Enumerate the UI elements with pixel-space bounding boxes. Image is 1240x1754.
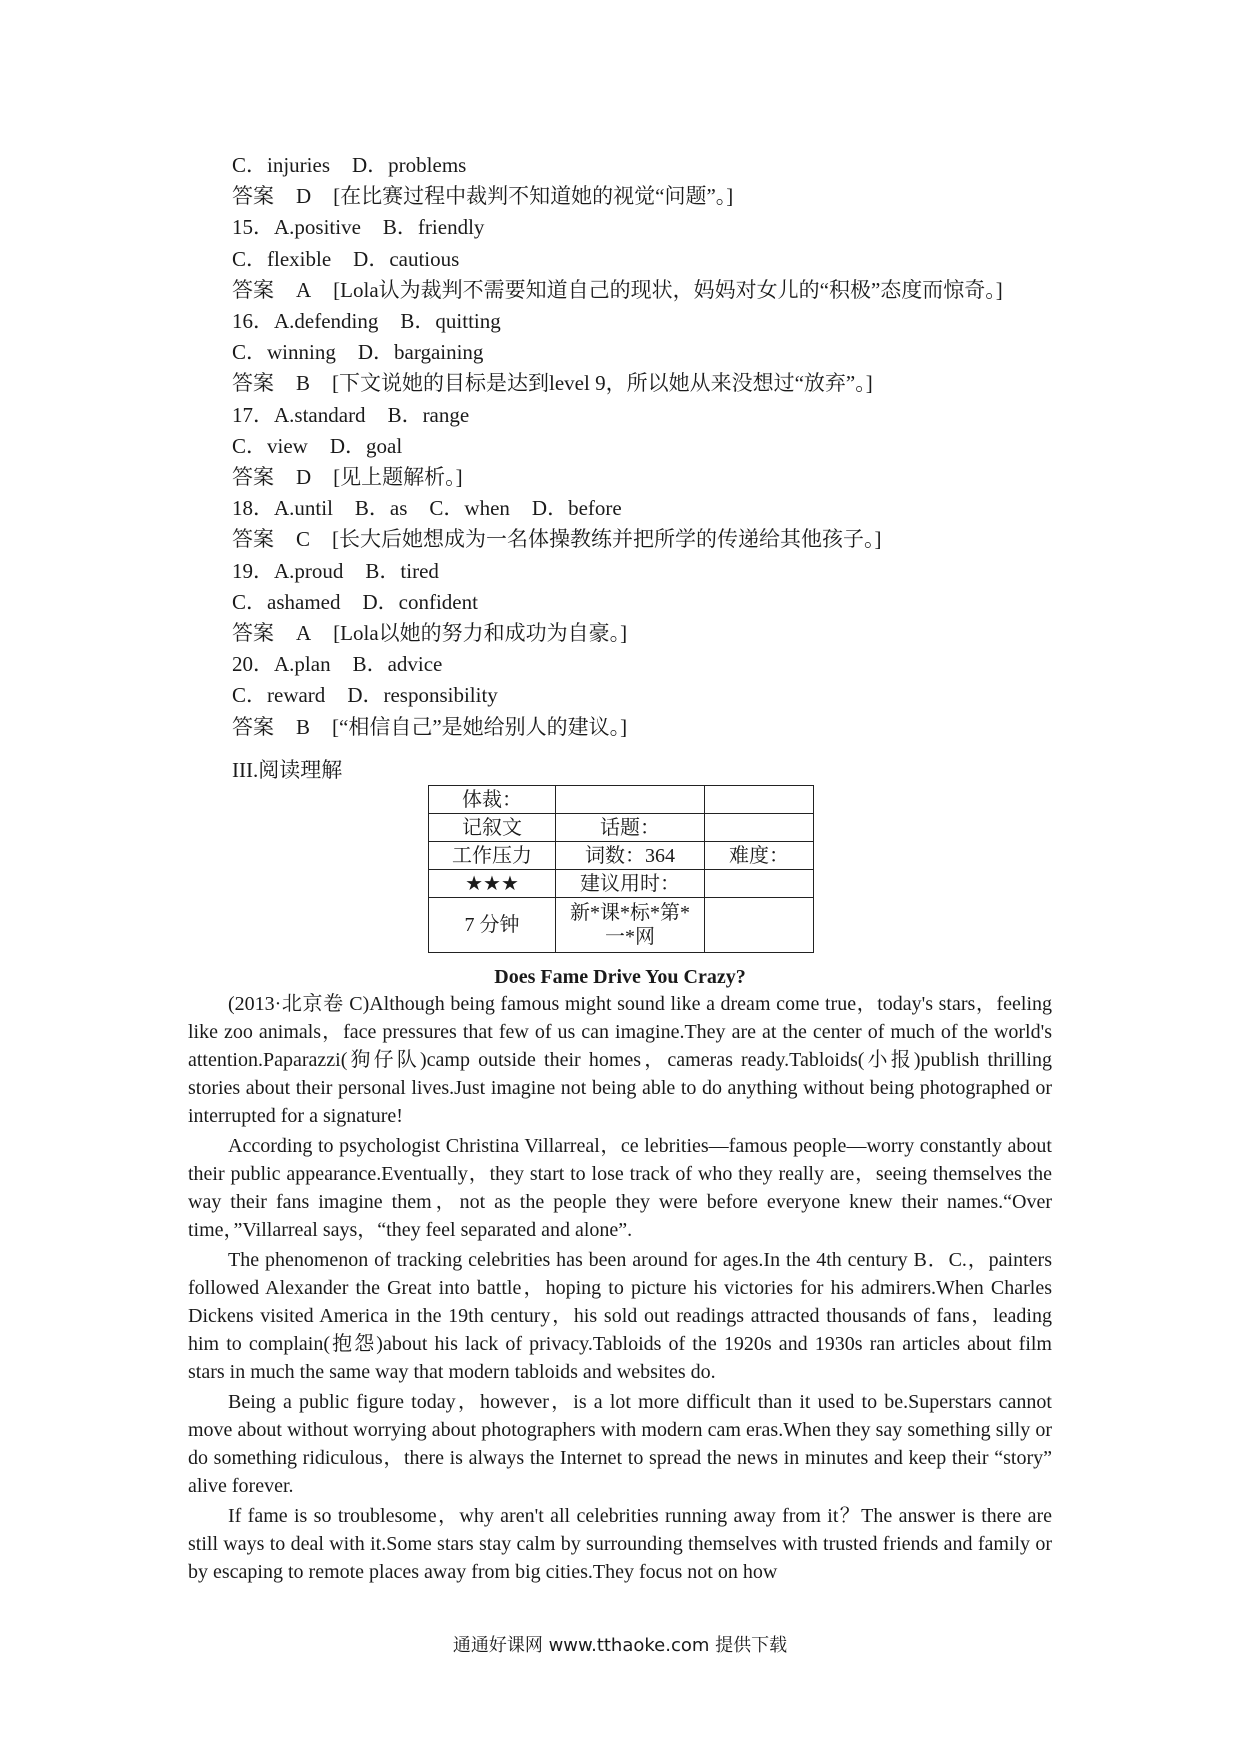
option-text: B．range (387, 402, 470, 427)
option-text: C．ashamed (232, 589, 341, 614)
answer-label: 答案 (232, 714, 274, 739)
options-line (232, 495, 644, 521)
info-row (429, 814, 814, 842)
answer-line (232, 620, 627, 646)
answer-letter: D (296, 184, 312, 209)
article-body (188, 990, 1052, 1588)
answer-line (232, 526, 882, 552)
options-line (232, 339, 505, 365)
article-title: Does Fame Drive You Crazy? (494, 966, 746, 988)
answer-label: 答案 (232, 465, 274, 489)
option-text: D．confident (362, 589, 478, 614)
options-line (232, 589, 500, 615)
info-cell (705, 814, 814, 842)
answer-line (232, 370, 873, 396)
question-number: 17． (232, 402, 274, 427)
answer-line (232, 277, 1003, 303)
answer-explanation: [下文说她的目标是达到level 9，所以她从来没想过“放弃”。] (332, 371, 873, 396)
question-number: 19． (232, 558, 274, 583)
option-text: B．as (354, 496, 408, 521)
answer-explanation: [见上题解析。] (333, 465, 463, 489)
option-text: C．reward (232, 683, 326, 708)
option-text: B．quitting (400, 309, 501, 333)
info-cell (705, 786, 814, 814)
info-cell (705, 870, 814, 898)
options-line (232, 651, 464, 677)
answer-line (232, 464, 463, 490)
question-number: 16． (232, 309, 274, 333)
options-line (232, 558, 461, 584)
option-text: B．friendly (382, 215, 485, 240)
article-paragraph: The phenomenon of tracking celebrities has been around for ages.In the 4th century B．C.，painters followed Alexander the Great into battle，hoping to picture his victories for his admirers.When Charles Dickens visited America in the 19th century，his sold out readings attracted thousands of fans，leading him to complain(抱怨)about his lack of privacy.Tabloids of the 1920s and 1930s ran articles about film stars in much the same way that modern tabloids and websites do. (188, 1249, 1052, 1383)
answer-explanation: [Lola以她的努力和成功为自豪。] (333, 621, 628, 645)
answer-label: 答案 (232, 621, 274, 645)
answer-letter: B (296, 714, 311, 739)
info-cell: 记叙文 (429, 814, 556, 842)
option-text: D．goal (329, 433, 403, 458)
info-cell: 7 分钟 (429, 898, 556, 953)
answer-label: 答案 (232, 371, 274, 396)
article-paragraph: According to psychologist Christina Villarreal，ce lebrities—famous people—worry constantly about their public appearance.Eventually，they start to lose track of who they really are，seeing themselves the way their fans imagine them，not as the people they were before everyone knew their names.“Over time，”Villarreal says，“they feel separated and alone”. (188, 1135, 1052, 1241)
option-text: A.standard (274, 402, 366, 427)
options-line (232, 308, 523, 334)
option-text: C．when (429, 496, 510, 521)
option-text: D．before (531, 496, 622, 521)
question-number: 18． (232, 496, 274, 521)
question-number: 15． (232, 215, 274, 240)
info-row (429, 786, 814, 814)
option-text: C．winning (232, 340, 336, 365)
option-text: D．cautious (353, 246, 460, 271)
info-row (429, 870, 814, 898)
info-cell: 建议用时： (556, 870, 705, 898)
answer-line (232, 183, 733, 209)
answer-explanation: [“相信自己”是她给别人的建议。] (332, 714, 628, 739)
options-line (232, 152, 488, 178)
options-line (232, 214, 506, 240)
answer-label: 答案 (232, 527, 274, 552)
options-line (232, 682, 520, 708)
option-text: D．responsibility (347, 683, 498, 708)
info-cell: 工作压力 (429, 842, 556, 870)
option-text: D．problems (352, 153, 467, 177)
info-cell: 话题： (556, 814, 705, 842)
page-footer: 通通好课网 www.tthaoke.com 提供下载 (452, 1635, 788, 1656)
answer-explanation: [Lola认为裁判不需要知道自己的现状，妈妈对女儿的“积极”态度而惊奇。] (333, 277, 1003, 302)
info-cell: 新*课*标*第*一*网 (556, 898, 705, 953)
answer-label: 答案 (232, 277, 274, 302)
option-text: C．flexible (232, 246, 332, 271)
answer-letter: A (296, 621, 312, 645)
answer-explanation: [长大后她想成为一名体操教练并把所学的传递给其他孩子。] (332, 527, 882, 552)
answer-letter: A (296, 277, 312, 302)
option-text: A.defending (274, 309, 379, 333)
option-text: A.positive (274, 215, 361, 240)
option-text: A.plan (274, 652, 331, 677)
info-cell (556, 786, 705, 814)
answer-label: 答案 (232, 184, 274, 209)
answer-letter: B (296, 371, 311, 396)
answer-letter: C (296, 527, 311, 552)
info-cell: 词数：364 (556, 842, 705, 870)
options-line (232, 433, 424, 459)
option-text: C．view (232, 433, 308, 458)
info-row (429, 898, 814, 953)
option-text: A.until (274, 496, 333, 521)
info-row (429, 842, 814, 870)
info-cell: 难度： (705, 842, 814, 870)
info-cell (705, 898, 814, 953)
option-text: B．tired (365, 558, 439, 583)
option-text: C．injuries (232, 153, 330, 177)
options-line (232, 246, 481, 272)
article-paragraph: If fame is so troublesome，why aren't all celebrities running away from it？The answer is there are still ways to deal with it.Some stars stay calm by surrounding themselves with trusted friends and family or by escaping to remote places away from big cities.They focus not on how (188, 1505, 1052, 1583)
answer-explanation: [在比赛过程中裁判不知道她的视觉“问题”。] (333, 184, 734, 209)
passage-info-table (428, 785, 814, 953)
article-paragraph: Being a public figure today，however，is a lot more difficult than it used to be.Superstars cannot move about without worrying about photographers with modern cam eras.When they say something silly or do something ridiculous，there is always the Internet to spread the news in minutes and keep their “story” alive forever. (188, 1391, 1052, 1497)
section-heading: III.阅读理解 (232, 758, 343, 782)
info-cell: 体裁： (429, 786, 556, 814)
options-line (232, 402, 491, 428)
answer-letter: D (296, 465, 312, 489)
option-text: A.proud (274, 558, 344, 583)
difficulty-stars: ★★★ (429, 870, 556, 898)
question-number: 20． (232, 652, 274, 677)
answer-line (232, 714, 627, 740)
option-text: D．bargaining (357, 340, 484, 365)
article-paragraph: (2013·北京卷 C)Although being famous might sound like a dream come true，today's stars，feeling like zoo animals，face pressures that few of us can imagine.They are at the center of much of the world's attention.Paparazzi(狗仔队)camp outside their homes，cameras ready.Tabloids(小报)publish thrilling stories about their personal lives.Just imagine not being able to do anything without being photographed or interrupted for a signature! (188, 993, 1052, 1127)
option-text: B．advice (352, 652, 443, 677)
